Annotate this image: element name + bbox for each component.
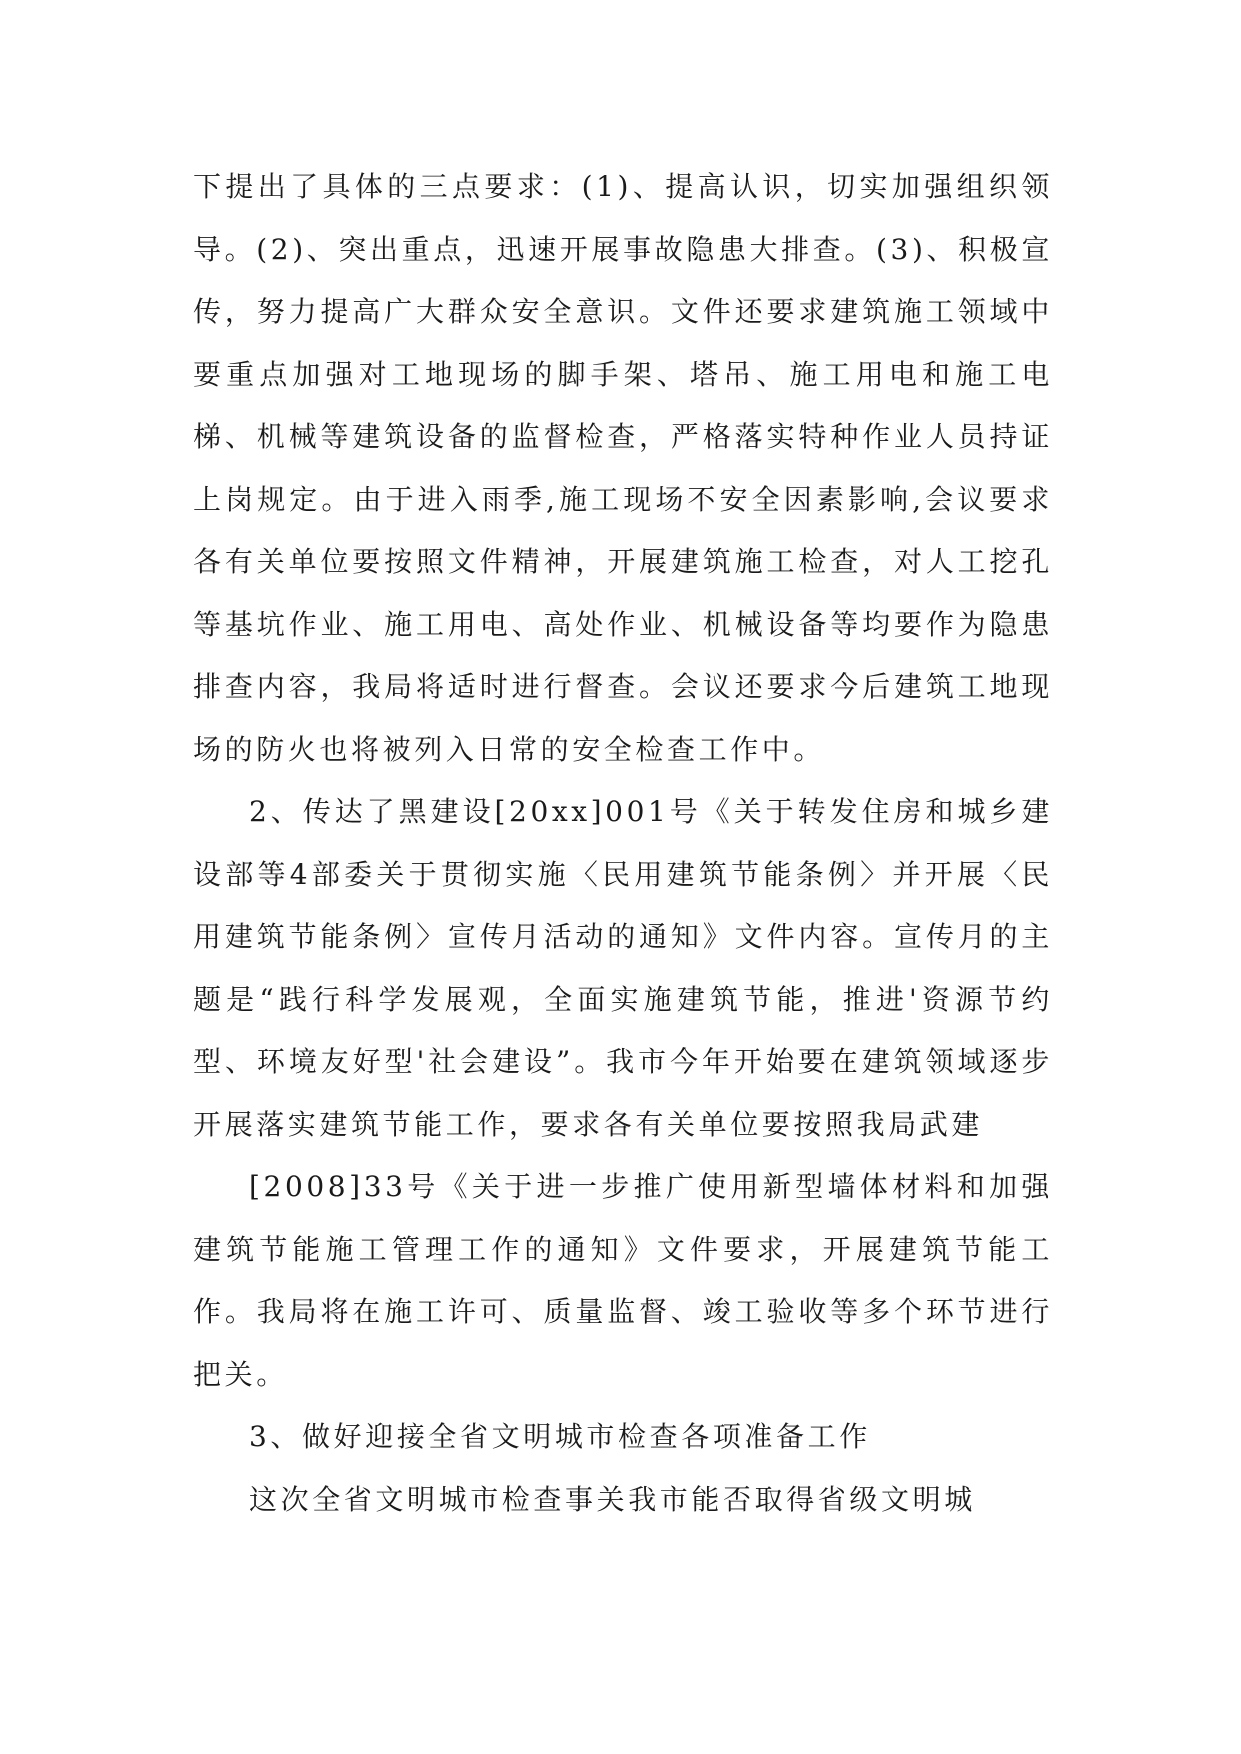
paragraph-wall-materials-notice: [2008]33号《关于进一步推广使用新型墙体材料和加强建筑节能施工管理工作的通知》文件要求，开展建筑节能工作。我局将在施工许可、质量监督、竣工验收等多个环节进行把关。	[193, 1170, 1053, 1391]
paragraph-safety-requirements: 下提出了具体的三点要求：(1)、提高认识，切实加强组织领导。(2)、突出重点，迅速开展事故隐患大排查。(3)、积极宣传，努力提高广大群众安全意识。文件还要求建筑施工领域中要重点加强对工地现场的脚手架、塔吊、施工用电和施工电梯、机械等建筑设备的监督检查，严格落实特种作业人员持证上岗规定。由于进入雨季,施工现场不安全因素影响,会议要求各有关单位要按照文件精神，开展建筑施工检查，对人工挖孔等基坑作业、施工用电、高处作业、机械设备等均要作为隐患排查内容，我局将适时进行督查。会议还要求今后建筑工地现场的防火也将被列入日常的安全检查工作中。	[193, 170, 1053, 766]
paragraph-energy-notice: 2、传达了黑建设[20xx]001号《关于转发住房和城乡建设部等4部委关于贯彻实施〈民用建筑节能条例〉并开展〈民用建筑节能条例〉宣传月活动的通知》文件内容。宣传月的主题是“践行科学发展观，全面实施建筑节能，推进'资源节约型、环境友好型'社会建设”。我市今年开始要在建筑领域逐步开展落实建筑节能工作，要求各有关单位要按照我局武建	[193, 795, 1053, 1141]
section-heading-civilized-city: 3、做好迎接全省文明城市检查各项准备工作	[249, 1420, 871, 1453]
paragraph-civilized-city-inspection: 这次全省文明城市检查事关我市能否取得省级文明城	[249, 1482, 976, 1516]
document-body	[193, 156, 1053, 1531]
